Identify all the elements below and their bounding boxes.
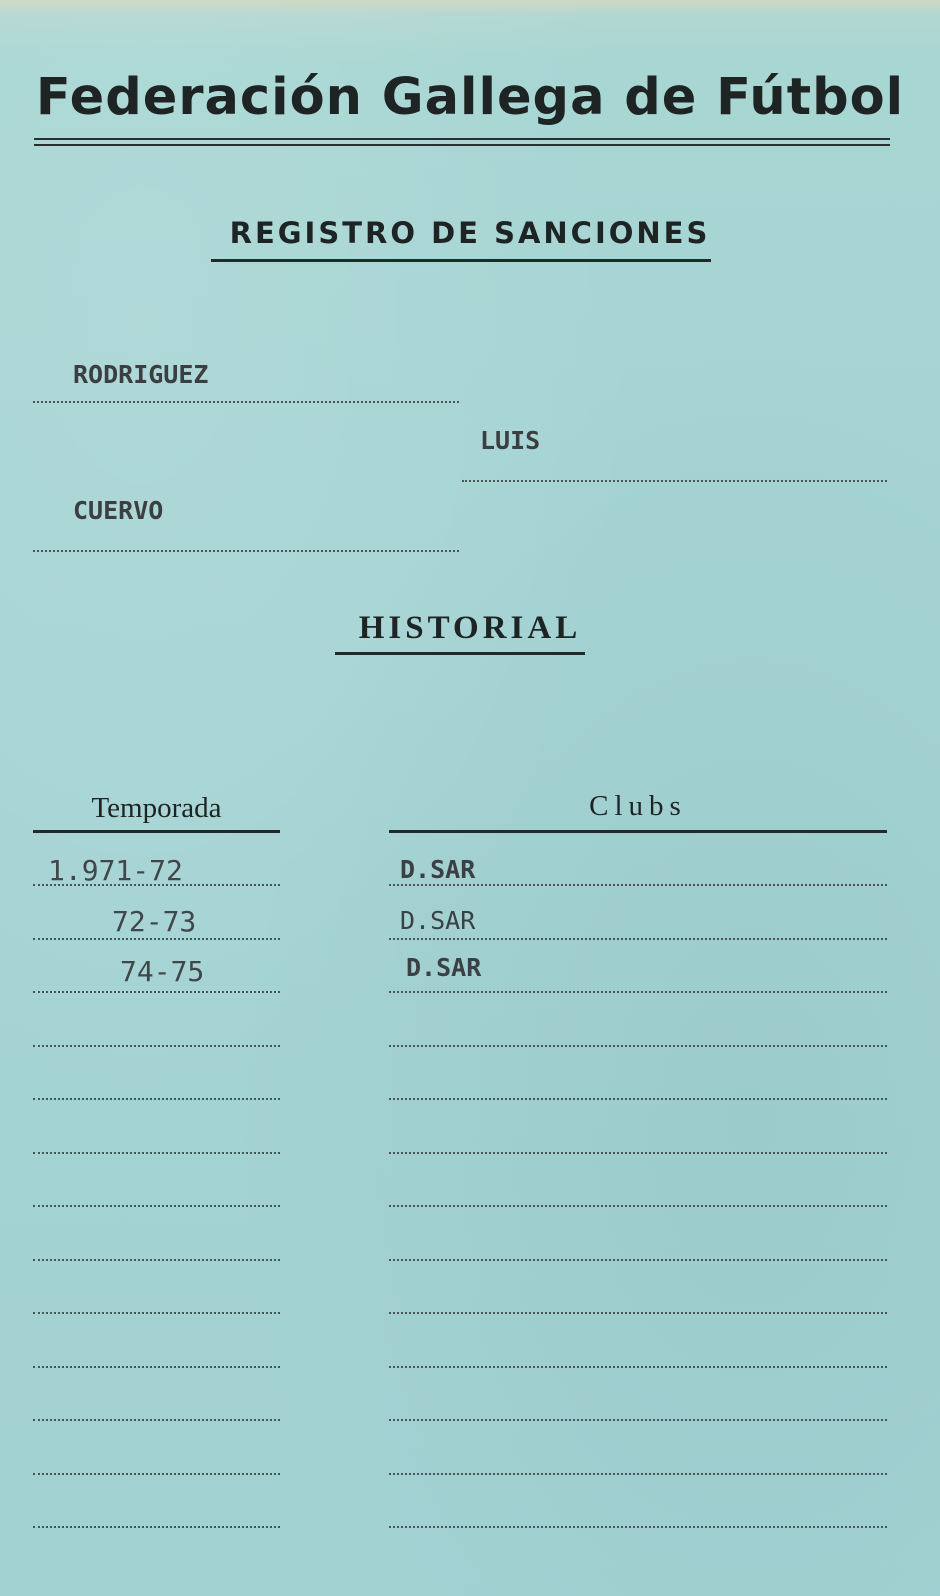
club-row-line <box>389 1045 887 1047</box>
club-cell: D.SAR <box>400 855 476 884</box>
federation-title: Federación Gallega de Fútbol <box>35 68 905 127</box>
season-row-line <box>33 1312 280 1314</box>
first-surname-value: RODRIGUEZ <box>73 360 209 389</box>
club-row-line <box>389 1419 887 1421</box>
season-row-line <box>33 1366 280 1368</box>
club-header-rule <box>389 830 887 833</box>
club-row-line <box>389 1152 887 1154</box>
club-row-line <box>389 1098 887 1100</box>
club-row-line <box>389 991 887 993</box>
title-rule-top <box>34 138 890 140</box>
club-cell: D.SAR <box>400 906 476 935</box>
club-row-line <box>389 1312 887 1314</box>
club-row-line <box>389 1259 887 1261</box>
club-row-line <box>389 1366 887 1368</box>
club-row-line <box>389 1473 887 1475</box>
club-cell: D.SAR <box>406 953 482 982</box>
second-surname-line <box>33 550 459 552</box>
season-row-line <box>33 1259 280 1261</box>
club-row-line <box>389 884 887 886</box>
season-row-line <box>33 938 280 940</box>
season-row-line <box>33 1205 280 1207</box>
register-subtitle: REGISTRO DE SANCIONES <box>229 216 711 250</box>
season-row-line <box>33 1152 280 1154</box>
season-row-line <box>33 1419 280 1421</box>
season-cell: 72-73 <box>112 905 197 938</box>
season-row-line <box>33 1473 280 1475</box>
club-row-line <box>389 1205 887 1207</box>
title-rule-bottom <box>34 144 890 146</box>
historial-underline <box>335 652 585 655</box>
given-name-line <box>462 480 887 482</box>
club-row-line <box>389 1526 887 1528</box>
season-row-line <box>33 1526 280 1528</box>
season-cell: 74-75 <box>120 955 205 988</box>
season-cell: 1.971-72 <box>48 854 183 887</box>
season-row-line <box>33 1045 280 1047</box>
second-surname-value: CUERVO <box>73 496 164 525</box>
season-row-line <box>33 1098 280 1100</box>
historial-title: HISTORIAL <box>358 610 582 646</box>
club-row-line <box>389 938 887 940</box>
season-column-header: Temporada <box>91 792 222 824</box>
season-row-line <box>33 884 280 886</box>
first-surname-line <box>33 401 459 403</box>
season-row-line <box>33 991 280 993</box>
season-header-rule <box>33 830 280 833</box>
club-column-header: Clubs <box>589 790 687 822</box>
given-name-value: LUIS <box>480 426 541 455</box>
subtitle-underline <box>211 259 711 262</box>
paper-edge <box>0 0 940 14</box>
